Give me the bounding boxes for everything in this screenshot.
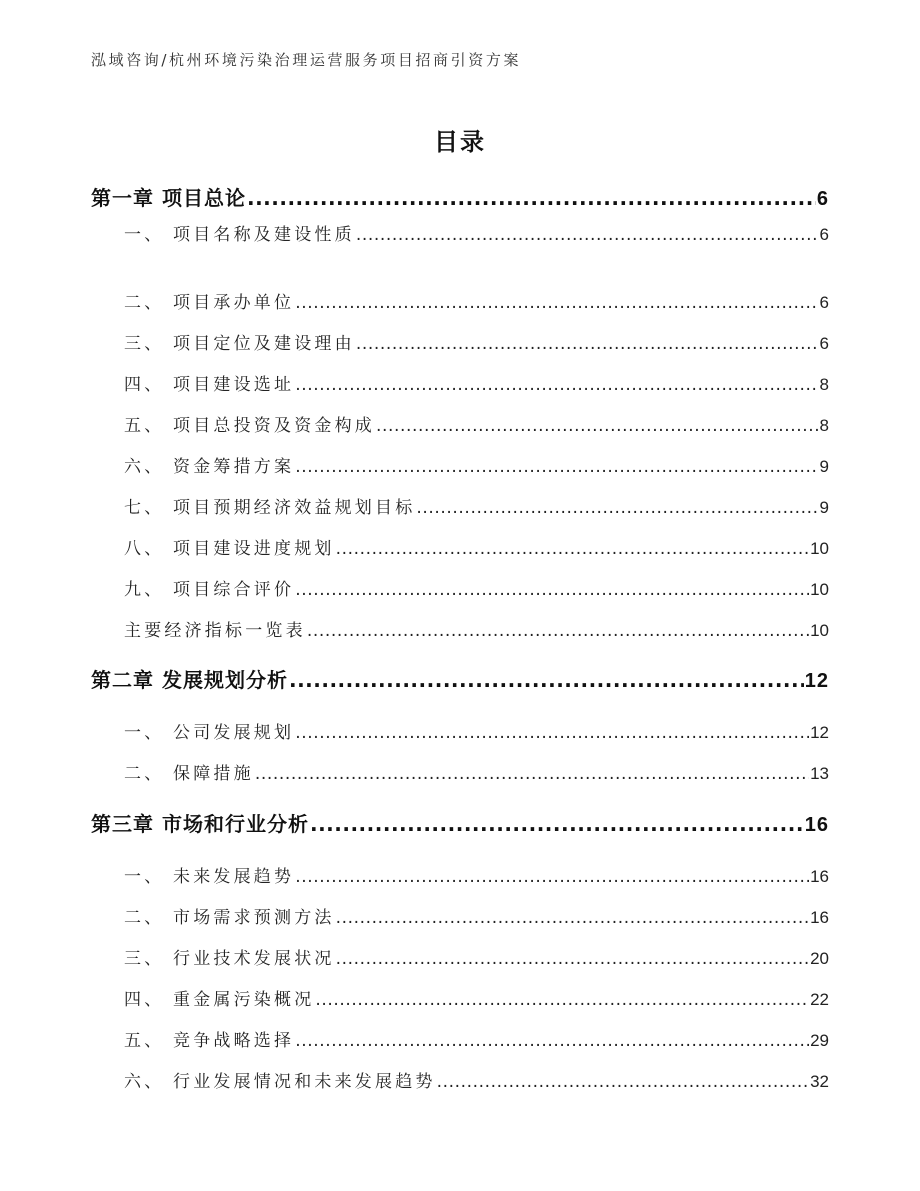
toc-entry-label: 五、 项目总投资及资金构成 <box>124 416 376 436</box>
toc-page-number: 8 <box>819 416 829 435</box>
toc-entry-label: 一、 公司发展规划 <box>124 723 295 743</box>
toc-entry-label: 七、 项目预期经济效益规划目标 <box>124 498 416 518</box>
toc-entry-label: 六、 行业发展情况和未来发展趋势 <box>124 1072 436 1092</box>
toc-section-3-6[interactable] <box>124 1067 829 1092</box>
toc-entry-label: 二、 保障措施 <box>124 764 254 784</box>
dot-leader <box>310 812 804 836</box>
toc-entry-label: 五、 竞争战略选择 <box>124 1031 295 1051</box>
toc-page-number: 32 <box>810 1072 829 1091</box>
toc-page-number: 13 <box>810 764 829 783</box>
toc-page-number: 10 <box>810 580 829 599</box>
toc-page-number: 16 <box>810 867 829 886</box>
dot-leader <box>295 375 818 395</box>
dot-leader <box>376 416 819 436</box>
toc-chapter-1[interactable] <box>91 182 829 211</box>
toc-page-number: 12 <box>804 670 829 692</box>
dot-leader <box>295 1031 809 1051</box>
toc-section-1-9[interactable] <box>124 575 829 600</box>
toc-page-number: 6 <box>819 225 829 244</box>
toc-page-number: 22 <box>810 990 829 1009</box>
toc-page-number: 6 <box>819 293 829 312</box>
toc-section-3-5[interactable] <box>124 1026 829 1051</box>
toc-entry-label: 三、 行业技术发展状况 <box>124 949 335 969</box>
toc-page-number: 10 <box>810 539 829 558</box>
toc-section-3-2[interactable] <box>124 903 829 928</box>
toc-entry-label: 第二章 发展规划分析 <box>91 668 288 692</box>
page-title: 目录 <box>434 128 486 156</box>
toc-entry-label: 六、 资金筹措方案 <box>124 457 295 477</box>
toc-entry-label: 二、 市场需求预测方法 <box>124 908 335 928</box>
dot-leader <box>336 908 809 928</box>
toc-entry-label: 三、 项目定位及建设理由 <box>124 334 355 354</box>
toc-page-number: 10 <box>810 621 829 640</box>
running-header: 泓域咨询/杭州环境污染治理运营服务项目招商引资方案 <box>91 51 522 69</box>
toc-page-number: 12 <box>810 723 829 742</box>
toc-section-1-7[interactable] <box>124 493 829 518</box>
dot-leader <box>295 293 818 313</box>
dot-leader <box>247 186 816 210</box>
toc-section-3-1[interactable] <box>124 862 829 887</box>
toc-chapter-2[interactable] <box>91 664 829 693</box>
toc-section-2-2[interactable] <box>124 759 829 784</box>
dot-leader <box>416 498 818 518</box>
dot-leader <box>315 990 809 1010</box>
dot-leader <box>336 539 809 559</box>
toc-entry-label: 第一章 项目总论 <box>91 186 246 210</box>
dot-leader <box>295 457 818 477</box>
toc-page-number: 6 <box>816 188 829 210</box>
dot-leader <box>307 621 809 641</box>
toc-section-3-3[interactable] <box>124 944 829 969</box>
dot-leader <box>295 867 809 887</box>
toc-entry-label: 二、 项目承办单位 <box>124 293 295 313</box>
toc-entry-label: 第三章 市场和行业分析 <box>91 812 309 836</box>
dot-leader <box>255 764 809 784</box>
toc-entry-label: 一、 项目名称及建设性质 <box>124 225 355 245</box>
toc-entry-label: 四、 项目建设选址 <box>124 375 295 395</box>
toc-section-1-2[interactable] <box>124 288 829 313</box>
toc-page-number: 16 <box>804 814 829 836</box>
toc-section-1-6[interactable] <box>124 452 829 477</box>
toc-page-number: 20 <box>810 949 829 968</box>
dot-leader <box>356 225 819 245</box>
toc-entry-label: 四、 重金属污染概况 <box>124 990 315 1010</box>
toc-entry-label: 九、 项目综合评价 <box>124 580 295 600</box>
dot-leader <box>289 668 804 692</box>
toc-page-number: 9 <box>819 457 829 476</box>
toc-page-number: 29 <box>810 1031 829 1050</box>
toc-section-1-8[interactable] <box>124 534 829 559</box>
toc-section-1-3[interactable] <box>124 329 829 354</box>
toc-page-number: 6 <box>819 334 829 353</box>
toc-section-1-table[interactable] <box>124 616 829 641</box>
toc-entry-label: 八、 项目建设进度规划 <box>124 539 335 559</box>
dot-leader <box>295 580 809 600</box>
toc-page-number: 8 <box>819 375 829 394</box>
dot-leader <box>437 1072 809 1092</box>
toc-page-number: 9 <box>819 498 829 517</box>
toc-section-1-1[interactable] <box>124 220 829 245</box>
dot-leader <box>336 949 809 969</box>
toc-section-1-5[interactable] <box>124 411 829 436</box>
toc-entry-label: 主要经济指标一览表 <box>124 621 306 641</box>
toc-chapter-3[interactable] <box>91 808 829 837</box>
toc-page-number: 16 <box>810 908 829 927</box>
dot-leader <box>356 334 819 354</box>
toc-section-2-1[interactable] <box>124 718 829 743</box>
toc-section-3-4[interactable] <box>124 985 829 1010</box>
toc-section-1-4[interactable] <box>124 370 829 395</box>
toc-entry-label: 一、 未来发展趋势 <box>124 867 295 887</box>
dot-leader <box>295 723 809 743</box>
